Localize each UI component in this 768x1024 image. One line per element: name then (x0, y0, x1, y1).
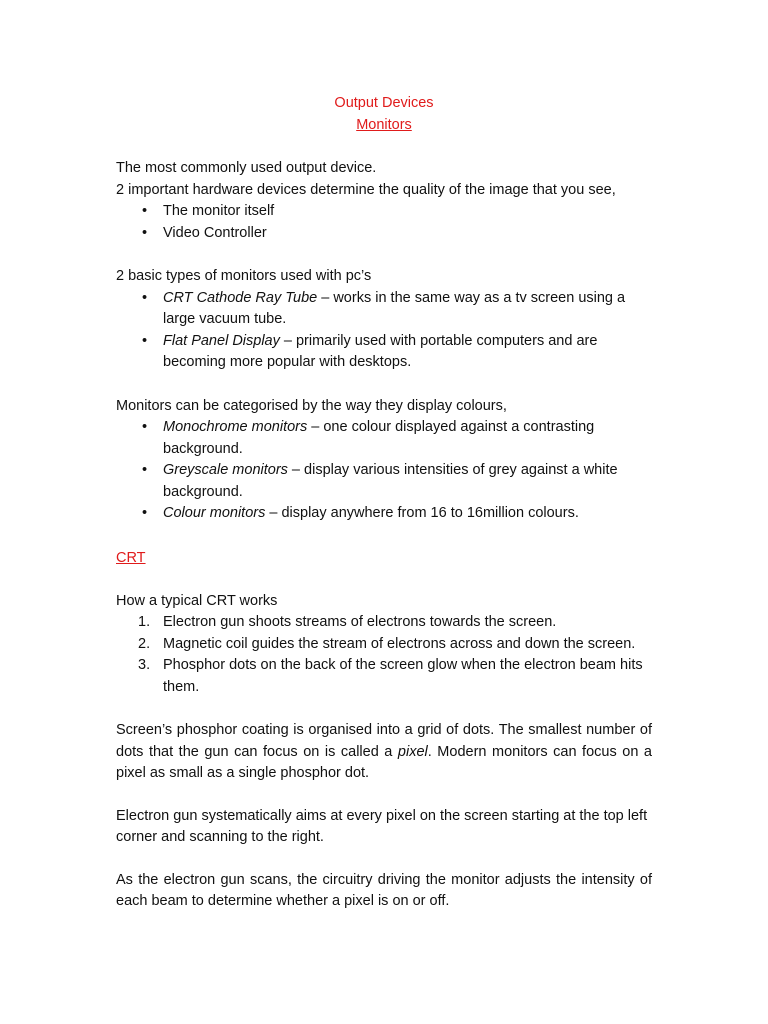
monitor-types-list (116, 288, 652, 374)
list-item: • Greyscale monitors – display various intensities of grey against a white background. (142, 462, 618, 500)
list-item: • The monitor itself (116, 201, 652, 223)
bullet-icon: • (142, 419, 148, 435)
scan-paragraph: Electron gun systematically aims at every pixel on the screen starting at the top left corner and scanning to the right. (116, 807, 648, 845)
colour-types-list (116, 417, 652, 525)
how-heading: How a typical CRT works (116, 592, 278, 609)
term: pixel (397, 743, 428, 760)
bullet-icon: • (142, 203, 148, 219)
colours-heading: Monitors can be categorised by the way they display colours, (116, 397, 507, 414)
term: CRT Cathode Ray Tube (163, 289, 318, 306)
bullet-icon: • (142, 224, 148, 241)
term: Flat Panel Display (163, 332, 280, 349)
list-item: 1. Electron gun shoots streams of electrons towards the screen. (138, 614, 557, 630)
list-item: 2. Magnetic coil guides the stream of electrons across and down the screen. (138, 635, 636, 652)
list-item: 3. Phosphor dots on the back of the screen glow when the electron beam hits them. (138, 657, 643, 695)
quality-list (116, 201, 652, 244)
page-title: Output Devices (334, 95, 434, 111)
page-subtitle: Monitors (356, 117, 412, 133)
bullet-icon: • (142, 505, 148, 521)
intensity-paragraph: As the electron gun scans, the circuitry driving the monitor adjusts the intensity of each beam to determine whether a pixel is on or off. (116, 871, 652, 909)
list-item: • Monochrome monitors – one colour displayed against a contrasting background. (142, 419, 595, 457)
bullet-icon: • (142, 462, 148, 478)
document-page (116, 92, 652, 913)
bullet-icon: • (142, 332, 148, 349)
crt-heading[interactable]: CRT (116, 549, 146, 566)
list-item: • Flat Panel Display – primarily used with portable computers and are becoming more popular with desktops. (142, 332, 598, 370)
intro-line-1: The most commonly used output device. (116, 160, 377, 176)
list-item: • CRT Cathode Ray Tube – works in the same way as a tv screen using a large vacuum tube. (142, 289, 626, 327)
pixel-paragraph: Screen’s phosphor coating is organised into a grid of dots. The smallest number of dots that the gun can focus on is called a pixel. Modern monitors can focus on a pixel as small as a single phosphor dot. (116, 722, 652, 781)
list-item: • Video Controller (116, 223, 652, 245)
list-item: • Colour monitors – display anywhere from 16 to 16million colours. (116, 503, 652, 525)
term: Greyscale monitors (163, 462, 288, 478)
types-heading: 2 basic types of monitors used with pc’s (116, 268, 372, 284)
bullet-icon: • (142, 289, 148, 306)
term: Colour monitors (163, 505, 266, 521)
intro-line-2: 2 important hardware devices determine the quality of the image that you see, (116, 181, 616, 198)
term: Monochrome monitors (163, 419, 308, 435)
steps-list (116, 612, 652, 698)
